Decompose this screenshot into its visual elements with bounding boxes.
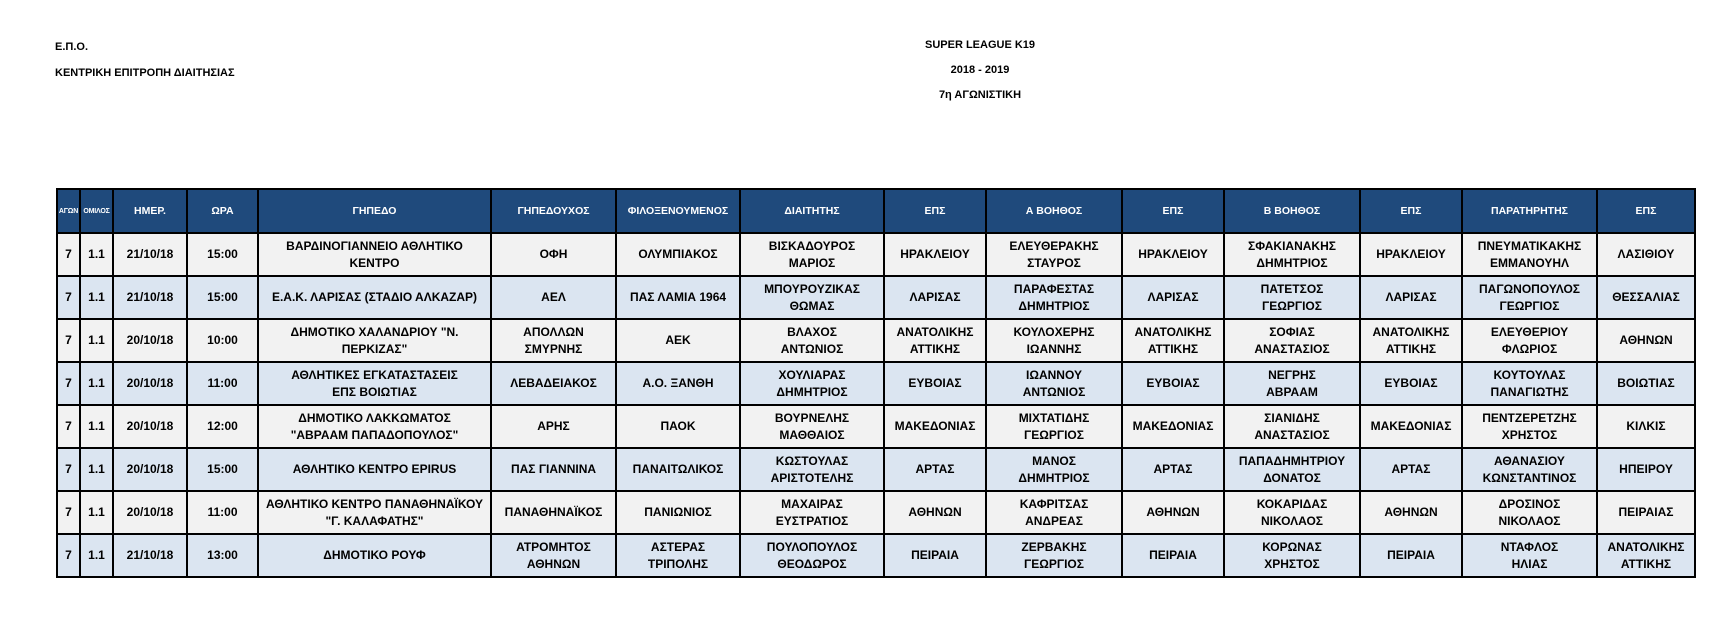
cell-assistant-a-eps: ΗΡΑΚΛΕΙΟΥ — [1122, 233, 1224, 276]
table-row — [57, 319, 1695, 362]
cell-referee-eps: ΛΑΡΙΣΑΣ — [884, 276, 986, 319]
cell-assistant-b-eps: ΕΥΒΟΙΑΣ — [1360, 362, 1462, 405]
cell-referee-eps: ΑΝΑΤΟΛΙΚΗΣ ΑΤΤΙΚΗΣ — [884, 319, 986, 362]
col-header-observer-eps: ΕΠΣ — [1597, 189, 1695, 233]
cell-match-no: 7 — [57, 405, 80, 448]
cell-away-team: ΑΣΤΕΡΑΣ ΤΡΙΠΟΛΗΣ — [616, 534, 740, 577]
cell-assistant-b-eps: ΠΕΙΡΑΙΑ — [1360, 534, 1462, 577]
col-header-referee-eps: ΕΠΣ — [884, 189, 986, 233]
cell-assistant-b: ΚΟΡΩΝΑΣ ΧΡΗΣΤΟΣ — [1224, 534, 1360, 577]
cell-stadium: ΑΘΛΗΤΙΚΟ ΚΕΝΤΡΟ ΠΑΝΑΘΗΝΑΪΚΟΥ "Γ. ΚΑΛΑΦΑΤΗΣ" — [258, 491, 491, 534]
cell-assistant-b-eps: ΑΝΑΤΟΛΙΚΗΣ ΑΤΤΙΚΗΣ — [1360, 319, 1462, 362]
cell-away-team: ΠΑΣ ΛΑΜΙΑ 1964 — [616, 276, 740, 319]
cell-group: 1.1 — [80, 405, 113, 448]
cell-assistant-a-eps: ΑΝΑΤΟΛΙΚΗΣ ΑΤΤΙΚΗΣ — [1122, 319, 1224, 362]
table-body — [57, 233, 1695, 577]
cell-match-no: 7 — [57, 534, 80, 577]
cell-referee: ΒΙΣΚΑΔΟΥΡΟΣ ΜΑΡΙΟΣ — [740, 233, 884, 276]
cell-observer-eps: ΠΕΙΡΑΙΑΣ — [1597, 491, 1695, 534]
cell-observer: ΔΡΟΣΙΝΟΣ ΝΙΚΟΛΑΟΣ — [1462, 491, 1597, 534]
cell-match-no: 7 — [57, 276, 80, 319]
cell-referee-eps: ΜΑΚΕΔΟΝΙΑΣ — [884, 405, 986, 448]
col-header-observer: ΠΑΡΑΤΗΡΗΤΗΣ — [1462, 189, 1597, 233]
cell-time: 13:00 — [187, 534, 258, 577]
cell-observer: ΠΕΝΤΖΕΡΕΤΖΗΣ ΧΡΗΣΤΟΣ — [1462, 405, 1597, 448]
cell-assistant-b-eps: ΛΑΡΙΣΑΣ — [1360, 276, 1462, 319]
cell-match-no: 7 — [57, 448, 80, 491]
cell-stadium: ΑΘΛΗΤΙΚΕΣ ΕΓΚΑΤΑΣΤΑΣΕΙΣ ΕΠΣ ΒΟΙΩΤΙΑΣ — [258, 362, 491, 405]
cell-assistant-a-eps: ΑΡΤΑΣ — [1122, 448, 1224, 491]
cell-assistant-a: ΚΑΦΡΙΤΣΑΣ ΑΝΔΡΕΑΣ — [986, 491, 1122, 534]
cell-group: 1.1 — [80, 233, 113, 276]
cell-date: 21/10/18 — [113, 233, 187, 276]
cell-observer-eps: ΘΕΣΣΑΛΙΑΣ — [1597, 276, 1695, 319]
cell-assistant-a-eps: ΜΑΚΕΔΟΝΙΑΣ — [1122, 405, 1224, 448]
cell-time: 15:00 — [187, 448, 258, 491]
col-header-assistant-b-eps: ΕΠΣ — [1360, 189, 1462, 233]
cell-referee: ΚΩΣΤΟΥΛΑΣ ΑΡΙΣΤΟΤΕΛΗΣ — [740, 448, 884, 491]
cell-away-team: ΠΑΟΚ — [616, 405, 740, 448]
cell-assistant-b: ΣΙΑΝΙΔΗΣ ΑΝΑΣΤΑΣΙΟΣ — [1224, 405, 1360, 448]
cell-assistant-a: ΙΩΑΝΝΟΥ ΑΝΤΩΝΙΟΣ — [986, 362, 1122, 405]
cell-stadium: ΔΗΜΟΤΙΚΟ ΡΟΥΦ — [258, 534, 491, 577]
cell-group: 1.1 — [80, 448, 113, 491]
cell-assistant-a-eps: ΑΘΗΝΩΝ — [1122, 491, 1224, 534]
cell-home-team: ΠΑΝΑΘΗΝΑΪΚΟΣ — [491, 491, 616, 534]
cell-match-no: 7 — [57, 319, 80, 362]
cell-assistant-b: ΠΑΠΑΔΗΜΗΤΡΙΟΥ ΔΟΝΑΤΟΣ — [1224, 448, 1360, 491]
cell-observer-eps: ΑΝΑΤΟΛΙΚΗΣ ΑΤΤΙΚΗΣ — [1597, 534, 1695, 577]
header-center — [880, 38, 1080, 113]
col-header-time: ΩΡΑ — [187, 189, 258, 233]
col-header-date: ΗΜΕΡ. — [113, 189, 187, 233]
col-header-assistant-a: Α ΒΟΗΘΟΣ — [986, 189, 1122, 233]
cell-assistant-b: ΠΑΤΕΤΣΟΣ ΓΕΩΡΓΙΟΣ — [1224, 276, 1360, 319]
cell-time: 10:00 — [187, 319, 258, 362]
cell-assistant-a: ΕΛΕΥΘΕΡΑΚΗΣ ΣΤΑΥΡΟΣ — [986, 233, 1122, 276]
cell-date: 20/10/18 — [113, 362, 187, 405]
cell-assistant-b-eps: ΗΡΑΚΛΕΙΟΥ — [1360, 233, 1462, 276]
cell-assistant-a: ΚΟΥΛΟΧΕΡΗΣ ΙΩΑΝΝΗΣ — [986, 319, 1122, 362]
cell-assistant-b: ΚΟΚΑΡΙΔΑΣ ΝΙΚΟΛΑΟΣ — [1224, 491, 1360, 534]
cell-home-team: ΑΕΛ — [491, 276, 616, 319]
cell-match-no: 7 — [57, 362, 80, 405]
cell-observer: ΠΝΕΥΜΑΤΙΚΑΚΗΣ ΕΜΜΑΝΟΥΗΛ — [1462, 233, 1597, 276]
cell-group: 1.1 — [80, 362, 113, 405]
cell-match-no: 7 — [57, 233, 80, 276]
cell-assistant-a: ΜΑΝΟΣ ΔΗΜΗΤΡΙΟΣ — [986, 448, 1122, 491]
cell-date: 21/10/18 — [113, 534, 187, 577]
cell-assistant-a-eps: ΠΕΙΡΑΙΑ — [1122, 534, 1224, 577]
cell-assistant-a-eps: ΛΑΡΙΣΑΣ — [1122, 276, 1224, 319]
cell-date: 20/10/18 — [113, 405, 187, 448]
cell-referee: ΜΑΧΑΙΡΑΣ ΕΥΣΤΡΑΤΙΟΣ — [740, 491, 884, 534]
cell-time: 15:00 — [187, 276, 258, 319]
match-schedule-table — [56, 188, 1696, 578]
cell-referee-eps: ΠΕΙΡΑΙΑ — [884, 534, 986, 577]
cell-stadium: ΒΑΡΔΙΝΟΓΙΑΝΝΕΙΟ ΑΘΛΗΤΙΚΟ ΚΕΝΤΡΟ — [258, 233, 491, 276]
cell-observer-eps: ΗΠΕΙΡΟΥ — [1597, 448, 1695, 491]
cell-group: 1.1 — [80, 491, 113, 534]
cell-date: 20/10/18 — [113, 491, 187, 534]
cell-referee: ΜΠΟΥΡΟΥΖΙΚΑΣ ΘΩΜΑΣ — [740, 276, 884, 319]
cell-time: 11:00 — [187, 491, 258, 534]
cell-group: 1.1 — [80, 319, 113, 362]
cell-away-team: Α.Ο. ΞΑΝΘΗ — [616, 362, 740, 405]
cell-observer: ΝΤΑΦΛΟΣ ΗΛΙΑΣ — [1462, 534, 1597, 577]
table-row — [57, 362, 1695, 405]
cell-away-team: ΟΛΥΜΠΙΑΚΟΣ — [616, 233, 740, 276]
cell-observer-eps: ΛΑΣΙΘΙΟΥ — [1597, 233, 1695, 276]
cell-date: 20/10/18 — [113, 319, 187, 362]
cell-time: 15:00 — [187, 233, 258, 276]
cell-referee: ΒΛΑΧΟΣ ΑΝΤΩΝΙΟΣ — [740, 319, 884, 362]
season-label: 2018 - 2019 — [950, 64, 1010, 76]
cell-assistant-a-eps: ΕΥΒΟΙΑΣ — [1122, 362, 1224, 405]
cell-time: 12:00 — [187, 405, 258, 448]
cell-assistant-a: ΜΙΧΤΑΤΙΔΗΣ ΓΕΩΡΓΙΟΣ — [986, 405, 1122, 448]
cell-assistant-b-eps: ΑΘΗΝΩΝ — [1360, 491, 1462, 534]
cell-away-team: ΑΕΚ — [616, 319, 740, 362]
cell-stadium: Ε.Α.Κ. ΛΑΡΙΣΑΣ (ΣΤΑΔΙΟ ΑΛΚΑΖΑΡ) — [258, 276, 491, 319]
cell-stadium: ΔΗΜΟΤΙΚΟ ΧΑΛΑΝΔΡΙΟΥ "Ν. ΠΕΡΚΙΖΑΣ" — [258, 319, 491, 362]
league-title: SUPER LEAGUE K19 — [924, 39, 1036, 51]
cell-observer: ΠΑΓΩΝΟΠΟΥΛΟΣ ΓΕΩΡΓΙΟΣ — [1462, 276, 1597, 319]
committee-name: ΚΕΝΤΡΙΚΗ ΕΠΙΤΡΟΠΗ ΔΙΑΙΤΗΣΙΑΣ — [55, 67, 235, 79]
cell-referee: ΧΟΥΛΙΑΡΑΣ ΔΗΜΗΤΡΙΟΣ — [740, 362, 884, 405]
cell-observer: ΑΘΑΝΑΣΙΟΥ ΚΩΝΣΤΑΝΤΙΝΟΣ — [1462, 448, 1597, 491]
cell-assistant-b: ΝΕΓΡΗΣ ΑΒΡΑΑΜ — [1224, 362, 1360, 405]
cell-referee-eps: ΗΡΑΚΛΕΙΟΥ — [884, 233, 986, 276]
matchday-label: 7η ΑΓΩΝΙΣΤΙΚΗ — [938, 89, 1022, 101]
cell-date: 20/10/18 — [113, 448, 187, 491]
cell-referee-eps: ΑΡΤΑΣ — [884, 448, 986, 491]
cell-match-no: 7 — [57, 491, 80, 534]
cell-home-team: ΟΦΗ — [491, 233, 616, 276]
table-header-row — [57, 189, 1695, 233]
col-header-assistant-b: Β ΒΟΗΘΟΣ — [1224, 189, 1360, 233]
table-row — [57, 534, 1695, 577]
col-header-assistant-a-eps: ΕΠΣ — [1122, 189, 1224, 233]
table-row — [57, 276, 1695, 319]
cell-time: 11:00 — [187, 362, 258, 405]
col-header-match: ΑΓΩΝ — [57, 189, 80, 233]
cell-stadium: ΔΗΜΟΤΙΚΟ ΛΑΚΚΩΜΑΤΟΣ "ΑΒΡΑΑΜ ΠΑΠΑΔΟΠΟΥΛΟΣ" — [258, 405, 491, 448]
cell-home-team: ΛΕΒΑΔΕΙΑΚΟΣ — [491, 362, 616, 405]
col-header-group: ΟΜΙΛΟΣ — [80, 189, 113, 233]
cell-referee-eps: ΑΘΗΝΩΝ — [884, 491, 986, 534]
org-name: Ε.Π.Ο. — [55, 41, 89, 53]
col-header-home: ΓΗΠΕΔΟΥΧΟΣ — [491, 189, 616, 233]
cell-assistant-a: ΠΑΡΑΦΕΣΤΑΣ ΔΗΜΗΤΡΙΟΣ — [986, 276, 1122, 319]
cell-referee: ΠΟΥΛΟΠΟΥΛΟΣ ΘΕΟΔΩΡΟΣ — [740, 534, 884, 577]
header-left — [55, 40, 235, 92]
cell-stadium: ΑΘΛΗΤΙΚΟ ΚΕΝΤΡΟ EPIRUS — [258, 448, 491, 491]
cell-referee-eps: ΕΥΒΟΙΑΣ — [884, 362, 986, 405]
cell-observer: ΕΛΕΥΘΕΡΙΟΥ ΦΛΩΡΙΟΣ — [1462, 319, 1597, 362]
cell-observer-eps: ΑΘΗΝΩΝ — [1597, 319, 1695, 362]
cell-date: 21/10/18 — [113, 276, 187, 319]
cell-group: 1.1 — [80, 534, 113, 577]
cell-home-team: ΑΡΗΣ — [491, 405, 616, 448]
cell-referee: ΒΟΥΡΝΕΛΗΣ ΜΑΘΘΑΙΟΣ — [740, 405, 884, 448]
cell-group: 1.1 — [80, 276, 113, 319]
table-row — [57, 405, 1695, 448]
cell-assistant-b-eps: ΜΑΚΕΔΟΝΙΑΣ — [1360, 405, 1462, 448]
table-row — [57, 233, 1695, 276]
col-header-referee: ΔΙΑΙΤΗΤΗΣ — [740, 189, 884, 233]
cell-observer: ΚΟΥΤΟΥΛΑΣ ΠΑΝΑΓΙΩΤΗΣ — [1462, 362, 1597, 405]
col-header-stadium: ΓΗΠΕΔΟ — [258, 189, 491, 233]
col-header-away: ΦΙΛΟΞΕΝΟΥΜΕΝΟΣ — [616, 189, 740, 233]
cell-observer-eps: ΚΙΛΚΙΣ — [1597, 405, 1695, 448]
table-row — [57, 448, 1695, 491]
table-row — [57, 491, 1695, 534]
cell-assistant-b: ΣΦΑΚΙΑΝΑΚΗΣ ΔΗΜΗΤΡΙΟΣ — [1224, 233, 1360, 276]
cell-home-team: ΑΤΡΟΜΗΤΟΣ ΑΘΗΝΩΝ — [491, 534, 616, 577]
cell-away-team: ΠΑΝΙΩΝΙΟΣ — [616, 491, 740, 534]
cell-assistant-a: ΖΕΡΒΑΚΗΣ ΓΕΩΡΓΙΟΣ — [986, 534, 1122, 577]
cell-assistant-b: ΣΟΦΙΑΣ ΑΝΑΣΤΑΣΙΟΣ — [1224, 319, 1360, 362]
cell-assistant-b-eps: ΑΡΤΑΣ — [1360, 448, 1462, 491]
cell-away-team: ΠΑΝΑΙΤΩΛΙΚΟΣ — [616, 448, 740, 491]
cell-home-team: ΠΑΣ ΓΙΑΝΝΙΝΑ — [491, 448, 616, 491]
cell-home-team: ΑΠΟΛΛΩΝ ΣΜΥΡΝΗΣ — [491, 319, 616, 362]
cell-observer-eps: ΒΟΙΩΤΙΑΣ — [1597, 362, 1695, 405]
